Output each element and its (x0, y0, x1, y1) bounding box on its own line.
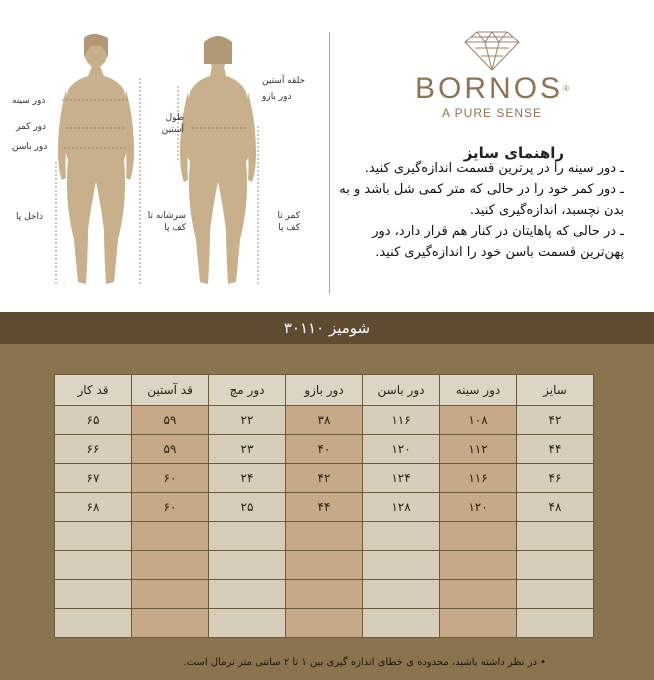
diamond-logo-icon (457, 28, 527, 72)
size-table (54, 374, 594, 638)
table-cell: ۲۵ (209, 493, 286, 522)
table-cell (209, 580, 286, 609)
table-cell: ۱۱۶ (363, 406, 440, 435)
table-cell: ۱۲۴ (363, 464, 440, 493)
table-cell (517, 609, 594, 638)
registered-mark: ® (563, 84, 569, 93)
table-cell (363, 580, 440, 609)
table-cell (440, 522, 517, 551)
table-cell: ۴۲ (517, 406, 594, 435)
table-row (55, 609, 594, 638)
table-cell: ۵۹ (132, 435, 209, 464)
measurement-instructions (334, 158, 624, 263)
table-cell: ۴۴ (517, 435, 594, 464)
header-wrist: دور مچ (209, 375, 286, 406)
label-inseam: داخل پا (16, 212, 43, 222)
table-cell (363, 522, 440, 551)
table-cell: ۵۹ (132, 406, 209, 435)
table-cell (286, 609, 363, 638)
table-row (55, 580, 594, 609)
header-garment-length: قد کار (55, 375, 132, 406)
table-cell (55, 522, 132, 551)
table-cell (55, 609, 132, 638)
table-cell (440, 609, 517, 638)
back-silhouette (180, 37, 256, 284)
table-cell: ۱۲۰ (363, 435, 440, 464)
table-cell: ۲۴ (209, 464, 286, 493)
table-cell (286, 522, 363, 551)
table-cell (286, 580, 363, 609)
body-measurement-figures (0, 0, 330, 300)
table-cell (517, 522, 594, 551)
table-row (55, 464, 594, 493)
table-cell (517, 551, 594, 580)
table-cell: ۶۰ (132, 493, 209, 522)
table-row (55, 551, 594, 580)
table-cell (55, 551, 132, 580)
instruction-line: ـ در حالی که پاهایتان در کنار هم قرار دارد، دور پهن‌ترین قسمت باسن خود را اندازه‌گیری کنید. (372, 224, 624, 260)
table-cell: ۲۲ (209, 406, 286, 435)
table-cell: ۱۲۰ (440, 493, 517, 522)
size-guide-title: راهنمای سایز (463, 144, 564, 162)
header-bust: دور سینه (440, 375, 517, 406)
header-upper-arm: دور بازو (286, 375, 363, 406)
table-cell: ۶۰ (132, 464, 209, 493)
table-cell: ۶۶ (55, 435, 132, 464)
table-cell (132, 580, 209, 609)
label-waist-to-floor: کمر تا کف پا (277, 211, 300, 233)
table-cell: ۴۴ (286, 493, 363, 522)
header-sleeve-length: قد آستین (132, 375, 209, 406)
table-cell: ۱۱۲ (440, 435, 517, 464)
table-body (55, 406, 594, 638)
label-upper-arm: دور بازو (262, 92, 292, 102)
header-size: سایز (517, 375, 594, 406)
table-cell: ۳۸ (286, 406, 363, 435)
table-cell (55, 580, 132, 609)
label-bust: دور سینه (12, 96, 46, 106)
bullet-icon: • (540, 657, 546, 668)
table-cell: ۴۲ (286, 464, 363, 493)
label-waist: دور کمر (16, 122, 47, 132)
table-cell: ۴۶ (517, 464, 594, 493)
table-cell (132, 609, 209, 638)
measurement-note (184, 657, 546, 668)
label-sleeve-length: طول آستین (161, 113, 184, 135)
brand-name-text: BORNOS (415, 72, 564, 105)
table-cell (440, 551, 517, 580)
size-table-area (0, 344, 654, 680)
table-cell: ۴۸ (517, 493, 594, 522)
table-header-row (55, 375, 594, 406)
table-cell (132, 551, 209, 580)
table-row (55, 522, 594, 551)
table-cell (209, 609, 286, 638)
instruction-line: ـ دور سینه را در پرترین قسمت اندازه‌گیری کنید. (364, 161, 624, 176)
brand-name (330, 72, 654, 106)
table-cell: ۶۸ (55, 493, 132, 522)
label-armhole: حلقه آستین (262, 76, 306, 86)
table-cell (209, 522, 286, 551)
table-cell (517, 580, 594, 609)
label-hip: دور باسن (12, 142, 48, 152)
table-cell (363, 551, 440, 580)
header-hip: دور باسن (363, 375, 440, 406)
table-cell: ۶۵ (55, 406, 132, 435)
table-row (55, 435, 594, 464)
table-cell: ۶۷ (55, 464, 132, 493)
table-cell (132, 522, 209, 551)
table-cell (286, 551, 363, 580)
table-cell: ۱۰۸ (440, 406, 517, 435)
product-title-bar: شومیز ۳۰۱۱۰ (0, 312, 654, 344)
back-hair (204, 36, 232, 64)
instruction-line: ـ دور کمر خود را در حالی که متر کمی شل باشد و به بدن نچسبد، اندازه‌گیری کنید. (339, 182, 624, 218)
table-cell (440, 580, 517, 609)
table-cell (209, 551, 286, 580)
table-row (55, 493, 594, 522)
table-cell: ۴۰ (286, 435, 363, 464)
table-cell: ۱۲۸ (363, 493, 440, 522)
brand-tagline: A PURE SENSE (441, 106, 543, 120)
size-guide-header (0, 0, 654, 312)
front-silhouette (58, 34, 134, 284)
note-text: در نظر داشته باشید، محدوده ی خطای اندازه گیری بین ۱ تا ۲ سانتی متر نرمال است. (183, 657, 537, 668)
table-cell (363, 609, 440, 638)
label-shoulder-to-floor: سرشانه تا کف پا (147, 211, 186, 233)
table-row (55, 406, 594, 435)
table-cell: ۱۱۶ (440, 464, 517, 493)
table-cell: ۲۳ (209, 435, 286, 464)
